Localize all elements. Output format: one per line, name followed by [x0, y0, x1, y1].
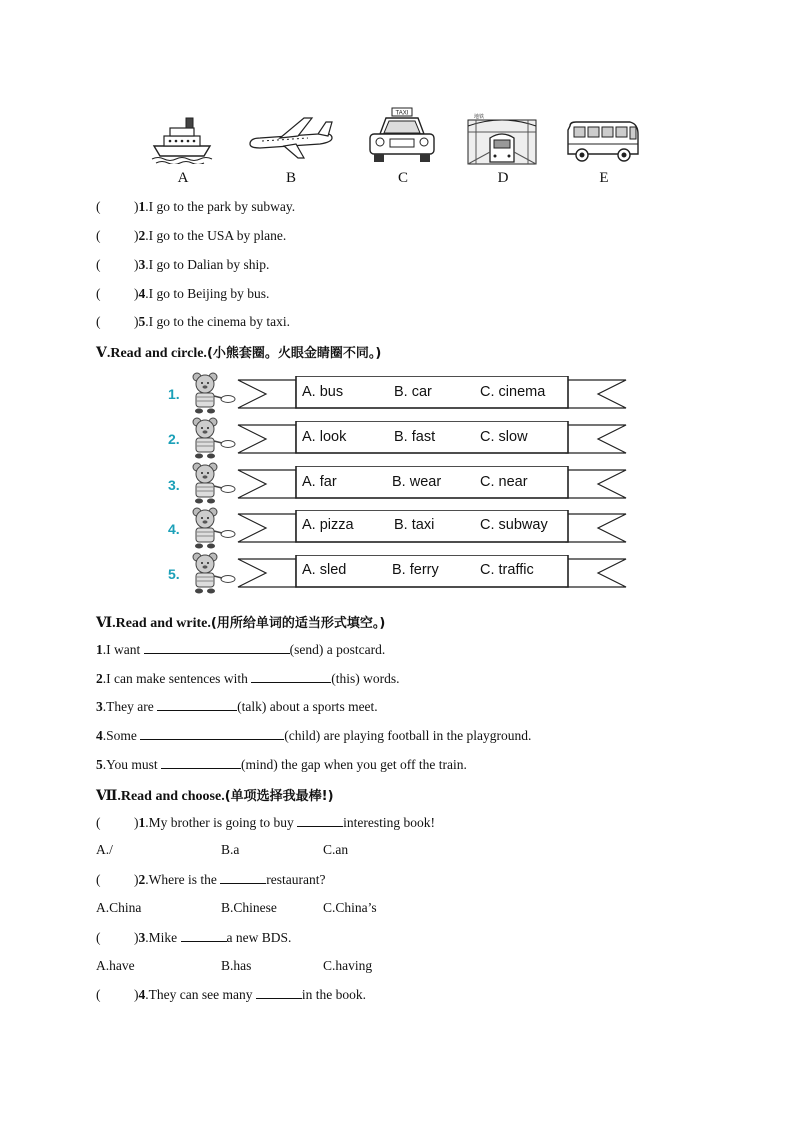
option-b[interactable]: B.a [221, 842, 240, 857]
bear-icon [188, 552, 238, 596]
answer-paren-open[interactable]: ( [96, 987, 101, 1002]
bear-icon [188, 372, 238, 416]
answer-blank[interactable] [181, 929, 227, 942]
choose-item-3: ( )3.Mike a new BDS. [96, 930, 292, 945]
option-a[interactable]: A. pizza [302, 517, 354, 533]
section-7-instruction: (单项选择我最棒!) [224, 789, 334, 804]
option-a[interactable]: A./ [96, 842, 113, 857]
match-item-4: ( )4.I go to Beijing by bus. [96, 286, 270, 301]
picture-label-d: D [497, 170, 509, 186]
option-b[interactable]: B. car [394, 384, 432, 400]
match-item-5: ( )5.I go to the cinema by taxi. [96, 314, 290, 329]
answer-blank[interactable] [161, 756, 241, 769]
section-6-title: Ⅵ.Read and write. [96, 616, 211, 631]
section-5-instruction: (小熊套圈。火眼金睛圈不同。) [206, 346, 382, 361]
option-c[interactable]: C. near [480, 474, 528, 490]
write-item-5: 5.You must (mind) the gap when you get off the train. [96, 757, 467, 772]
picture-label-a: A [177, 170, 189, 186]
write-item-1: 1.I want (send) a postcard. [96, 642, 386, 657]
answer-paren-open[interactable]: ( [96, 286, 101, 301]
section-6-instruction: (用所给单词的适当形式填空。) [210, 616, 386, 631]
section-6-heading [96, 612, 385, 632]
option-b[interactable]: B.Chinese [221, 900, 277, 915]
picture-label-c: C [397, 170, 408, 186]
choose-item-1: ( )1.My brother is going to buy interesting book! [96, 815, 435, 830]
match-item-1: ( )1.I go to the park by subway. [96, 199, 296, 214]
row-number: 3. [168, 477, 180, 493]
option-a[interactable]: A. far [302, 474, 337, 490]
option-c[interactable]: C. traffic [480, 562, 534, 578]
choose-item-2: ( )2.Where is the restaurant? [96, 872, 326, 887]
answer-paren-open[interactable]: ( [96, 872, 101, 887]
option-b[interactable]: B. ferry [392, 562, 439, 578]
option-b[interactable]: B. taxi [394, 517, 435, 533]
option-a[interactable]: A. bus [302, 384, 344, 400]
section-7-heading [96, 785, 334, 805]
option-b[interactable]: B. wear [392, 474, 442, 490]
option-c[interactable]: C. slow [480, 429, 528, 445]
answer-blank[interactable] [297, 814, 343, 827]
option-a[interactable]: A.China [96, 900, 142, 915]
answer-blank[interactable] [144, 641, 290, 654]
answer-paren-open[interactable]: ( [96, 257, 101, 272]
answer-blank[interactable] [140, 727, 284, 740]
taxi-sign-text: TAXI [395, 110, 409, 117]
answer-paren-open[interactable]: ( [96, 930, 101, 945]
match-item-3: ( )3.I go to Dalian by ship. [96, 257, 270, 272]
option-c[interactable]: C.China’s [323, 900, 377, 915]
bear-icon [188, 417, 238, 461]
bear-icon [188, 462, 238, 506]
answer-blank[interactable] [256, 986, 302, 999]
option-c[interactable]: C. cinema [480, 384, 546, 400]
write-item-3: 3.They are (talk) about a sports meet. [96, 699, 378, 714]
option-b[interactable]: B.has [221, 958, 252, 973]
match-item-2: ( )2.I go to the USA by plane. [96, 228, 287, 243]
row-number: 5. [168, 566, 180, 582]
plane-icon [246, 114, 336, 162]
answer-paren-open[interactable]: ( [96, 314, 101, 329]
write-item-4: 4.Some (child) are playing football in the playground. [96, 728, 532, 743]
option-c[interactable]: C.having [323, 958, 373, 973]
bus-icon [564, 120, 642, 164]
answer-blank[interactable] [220, 871, 266, 884]
section-5-title: Ⅴ.Read and circle. [96, 346, 207, 361]
subway-icon [466, 112, 538, 166]
picture-label-e: E [599, 170, 609, 186]
option-b[interactable]: B. fast [394, 429, 436, 445]
answer-paren-open[interactable]: ( [96, 199, 101, 214]
answer-paren-open[interactable]: ( [96, 228, 101, 243]
ribbon-banner [236, 376, 628, 412]
option-c[interactable]: C.an [323, 842, 349, 857]
taxi-icon [366, 106, 438, 166]
subway-sign-text: 地铁 [474, 114, 485, 120]
option-a[interactable]: A.have [96, 958, 135, 973]
section-5-heading [96, 342, 381, 362]
row-number: 1. [168, 386, 180, 402]
answer-blank[interactable] [251, 670, 331, 683]
answer-blank[interactable] [157, 698, 237, 711]
option-a[interactable]: A. look [302, 429, 347, 445]
write-item-2: 2.I can make sentences with (this) words. [96, 671, 400, 686]
ship-icon [150, 112, 214, 164]
option-c[interactable]: C. subway [480, 517, 548, 533]
section-7-title: Ⅶ.Read and choose. [96, 789, 225, 804]
answer-paren-open[interactable]: ( [96, 815, 101, 830]
choose-item-4: ( )4.They can see many in the book. [96, 987, 366, 1002]
row-number: 2. [168, 431, 180, 447]
option-a[interactable]: A. sled [302, 562, 347, 578]
row-number: 4. [168, 521, 180, 537]
picture-label-b: B [285, 170, 296, 186]
bear-icon [188, 507, 238, 551]
